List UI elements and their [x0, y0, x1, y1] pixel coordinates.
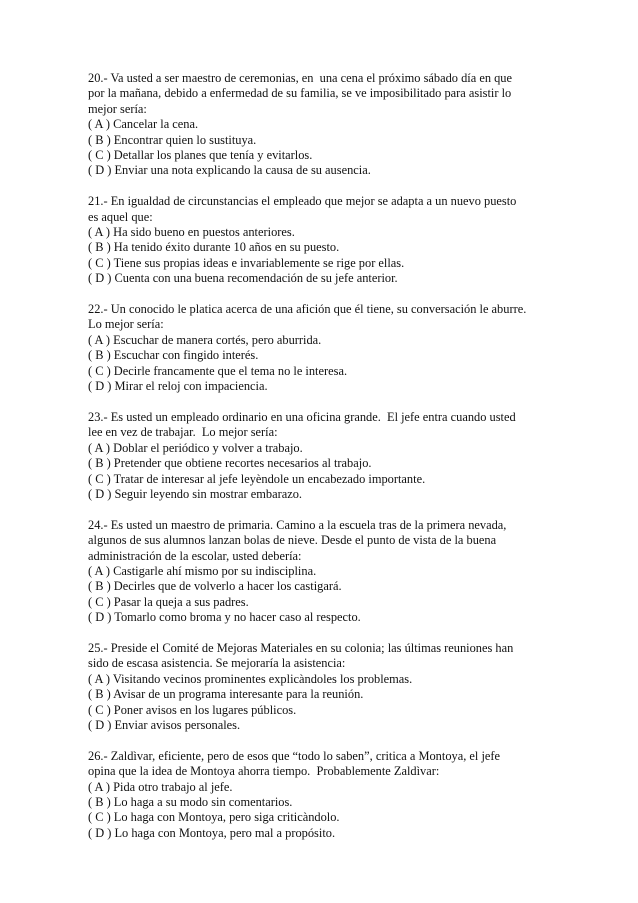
- option-a: ( A ) Pida otro trabajo al jefe.: [88, 779, 233, 794]
- question-21: [88, 194, 558, 286]
- option-b: ( B ) Encontrar quien lo sustituya.: [88, 132, 257, 147]
- question-text: 20.- Va usted a ser maestro de ceremonias, en una cena el próximo sábado día en que por la mañana, debido a enfermedad de su familia, se ve imposibilitado para asistir lo mejor sería:: [88, 71, 512, 116]
- question-26: [88, 749, 558, 841]
- question-text: 24.- Es usted un maestro de primaria. Camino a la escuela tras de la primera nevada, algunos de sus alumnos lanzan bolas de nieve. Desde el punto de vista de la buena administración de la escolar, usted debería:: [88, 517, 507, 563]
- option-list: [88, 780, 558, 842]
- option-c: ( C ) Tratar de interesar al jefe leyèndole un encabezado importante.: [88, 471, 426, 486]
- option-c: ( C ) Tiene sus propias ideas e invariablemente se rige por ellas.: [88, 255, 405, 270]
- option-a: ( A ) Castigarle ahí mismo por su indisciplina.: [88, 563, 317, 578]
- option-d: ( D ) Mirar el reloj con impaciencia.: [88, 379, 268, 394]
- option-b: ( B ) Ha tenido éxito durante 10 años en su puesto.: [88, 240, 340, 255]
- option-list: [88, 672, 558, 734]
- question-25: [88, 641, 558, 733]
- option-d: ( D ) Cuenta con una buena recomendación de su jefe anterior.: [88, 271, 398, 286]
- question-24: [88, 518, 558, 626]
- option-list: [88, 441, 558, 503]
- question-22: [88, 302, 558, 394]
- question-text: 21.- En igualdad de circunstancias el empleado que mejor se adapta a un nuevo puesto es aquel que:: [88, 194, 517, 224]
- option-d: ( D ) Tomarlo como broma y no hacer caso al respecto.: [88, 610, 361, 625]
- question-23: [88, 410, 558, 502]
- question-text: 23.- Es usted un empleado ordinario en una oficina grande. El jefe entra cuando usted lee en vez de trabajar. Lo mejor sería:: [88, 409, 516, 440]
- option-c: ( C ) Lo haga con Montoya, pero siga criticàndolo.: [88, 810, 340, 825]
- option-a: ( A ) Escuchar de manera cortés, pero aburrida.: [88, 332, 322, 347]
- option-a: ( A ) Doblar el periódico y volver a trabajo.: [88, 440, 303, 455]
- option-list: [88, 225, 558, 287]
- option-d: ( D ) Enviar una nota explicando la causa de su ausencia.: [88, 163, 371, 178]
- option-c: ( C ) Decirle francamente que el tema no le interesa.: [88, 363, 348, 378]
- option-b: ( B ) Pretender que obtiene recortes necesarios al trabajo.: [88, 456, 372, 471]
- option-a: ( A ) Visitando vecinos prominentes explicàndoles los problemas.: [88, 671, 413, 686]
- option-a: ( A ) Cancelar la cena.: [88, 117, 199, 132]
- question-text: 22.- Un conocido le platica acerca de una afición que él tiene, su conversación le aburre. Lo mejor sería:: [88, 302, 527, 332]
- option-a: ( A ) Ha sido bueno en puestos anteriores.: [88, 225, 295, 240]
- option-d: ( D ) Enviar avisos personales.: [88, 717, 241, 732]
- option-b: ( B ) Escuchar con fingido interés.: [88, 348, 259, 363]
- question-20: [88, 71, 558, 179]
- question-text: 25.- Preside el Comité de Mejoras Materiales en su colonia; las últimas reuniones han sido de escasa asistencia. Se mejoraría la asistencia:: [88, 640, 514, 671]
- question-text: 26.- Zaldìvar, eficiente, pero de esos que “todo lo saben”, critica a Montoya, el jefe opina que la idea de Montoya ahorra tiempo. Probablemente Zaldìvar:: [88, 748, 501, 779]
- option-c: ( C ) Detallar los planes que tenía y evitarlos.: [88, 148, 313, 163]
- option-b: ( B ) Lo haga a su modo sin comentarios.: [88, 795, 293, 809]
- option-c: ( C ) Poner avisos en los lugares públicos.: [88, 702, 297, 717]
- option-b: ( B ) Avisar de un programa interesante para la reunión.: [88, 687, 364, 702]
- option-b: ( B ) Decirles que de volverlo a hacer los castigará.: [88, 579, 342, 594]
- option-list: [88, 117, 558, 179]
- option-c: ( C ) Pasar la queja a sus padres.: [88, 594, 249, 609]
- option-list: [88, 333, 558, 395]
- option-d: ( D ) Seguir leyendo sin mostrar embarazo.: [88, 486, 303, 501]
- option-d: ( D ) Lo haga con Montoya, pero mal a propósito.: [88, 825, 336, 840]
- option-list: [88, 564, 558, 626]
- document-page: [88, 71, 558, 857]
